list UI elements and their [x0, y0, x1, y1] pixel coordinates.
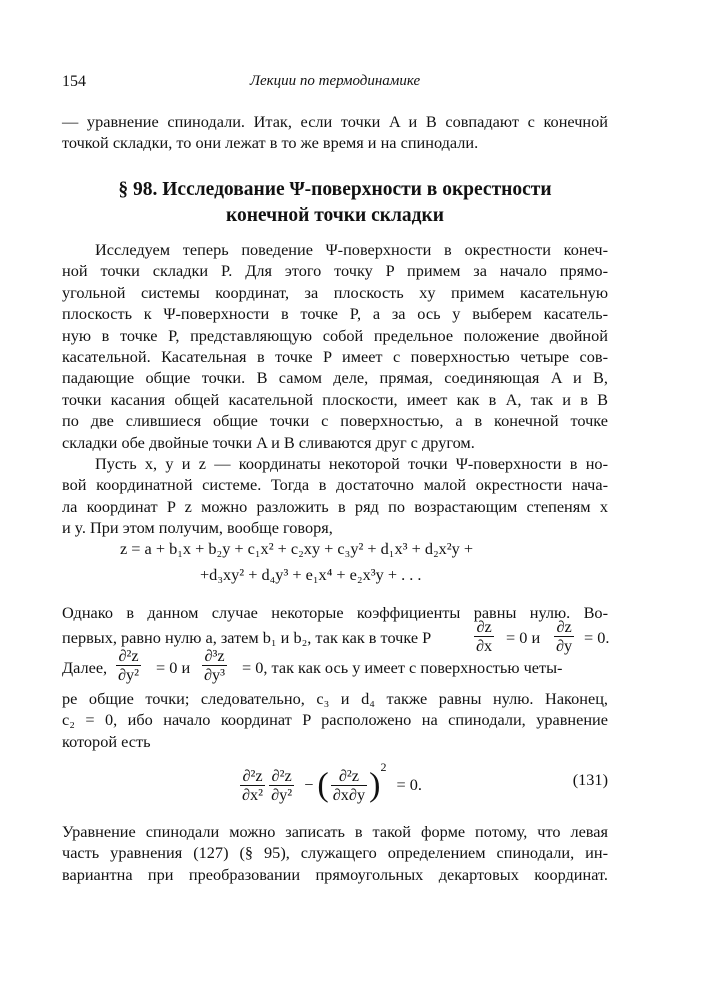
text-line: падающие общие точки. В самом деле, прямая, соединяющая A и B, [62, 368, 608, 388]
series-line-1: z = a + b₁x + b₂y + c₁x² + c₂xy + c₃y² + d₁x³ + d₂x²y + [120, 539, 474, 558]
text-line: и y. При этом получим, вообще говоря, [62, 518, 333, 538]
paragraph-4 [62, 821, 608, 885]
right-paren: ) [369, 766, 381, 804]
equation-rhs: = 0. [396, 775, 422, 795]
denominator: ∂x² [242, 784, 264, 804]
text-fragment: = 0 и [506, 628, 541, 647]
denominator: ∂x∂y [332, 784, 366, 804]
fraction-d2z-dy2 [269, 767, 294, 804]
numerator: ∂²z [116, 647, 141, 666]
text-line: по две слившиеся общие точки с поверхностью, а в конечной точке [62, 411, 608, 431]
text-line: вой координатной системе. Тогда в достаточно малой окрестности нача- [62, 475, 608, 495]
fraction-d3z-dy3 [202, 647, 227, 684]
numerator: ∂²z [331, 767, 367, 786]
left-paren: ( [317, 766, 329, 804]
section-title-line2: конечной точки складки [225, 205, 445, 226]
text-fragment: = 0, так как ось y имеет с поверхностью четы- [242, 658, 563, 677]
series-line-2: +d₃xy² + d₄y³ + e₁x⁴ + e₂x³y + . . . [200, 565, 422, 584]
equation-131 [238, 760, 422, 806]
section-title-line1: § 98. Исследование Ψ-поверхности в окрестности [118, 179, 552, 200]
text-line: ла координат P z можно разложить в ряд по возрастающим степеням x [62, 496, 608, 516]
text-line: вариантна при преобразовании прямоугольных декартовых координат. [62, 864, 608, 884]
numerator: ∂³z [202, 647, 227, 666]
paragraph-3-rest [62, 688, 608, 752]
paragraph-2 [62, 453, 608, 539]
text-line: ную в точке P, представляющую собой предельное положение двойной [62, 325, 608, 345]
text-line: Пусть x, y и z — координаты некоторой точки Ψ-поверхности в но- [95, 454, 608, 473]
text-line: часть уравнения (127) (§ 95), служащего определением спинодали, ин- [62, 843, 608, 863]
denominator: ∂y³ [204, 665, 226, 684]
text-fragment: Далее, [62, 658, 108, 677]
text-line: ре общие точки; следовательно, c₃ и d₄ также равны нулю. Наконец, [62, 689, 608, 708]
text-line: Уравнение спинодали можно записать в такой форме потому, что левая [62, 822, 608, 841]
minus-sign: − [304, 775, 314, 795]
text-line: Исследуем теперь поведение Ψ-поверхности в окрестности конеч- [95, 240, 608, 259]
fraction-d2z-dx2 [240, 767, 265, 804]
text-line: плоскость к Ψ-поверхности в точке P, а за ось y выберем касатель- [62, 304, 608, 324]
running-title: Лекции по термодинамике [249, 73, 421, 89]
numerator: ∂²z [269, 767, 294, 786]
text-line: — уравнение спинодали. Итак, если точки A и B совпадают с конечной [62, 112, 608, 131]
text-fragment: = 0 и [156, 658, 191, 677]
denominator: ∂y [556, 636, 573, 655]
intro-paragraph [62, 111, 608, 154]
numerator: ∂²z [240, 767, 265, 786]
numerator: ∂z [554, 618, 574, 637]
exponent: 2 [380, 760, 387, 774]
page-number: 154 [62, 73, 86, 90]
text-line: c₂ = 0, ибо начало координат P расположено на спинодали, уравнение [62, 710, 608, 730]
text-line: Однако в данном случае некоторые коэффициенты равны нулю. Во- [62, 603, 608, 622]
equation-number: (131) [572, 770, 608, 789]
denominator: ∂y² [118, 665, 140, 684]
text-fragment: первых, равно нулю a, затем b₁ и b₂, так как в точке P [62, 628, 432, 647]
section-heading [62, 177, 608, 229]
text-fragment: = 0. [584, 628, 610, 647]
denominator: ∂y² [271, 784, 293, 804]
fraction-d2z-dxdy [331, 767, 367, 804]
text-line: которой есть [62, 731, 151, 751]
text-line: касательной. Касательная в точке P имеет с поверхностью четыре сов- [62, 347, 608, 367]
text-line: складки обе двойные точки A и B сливаются друг с другом. [62, 432, 475, 452]
fraction-d2z-dy2 [116, 647, 141, 684]
numerator: ∂z [474, 618, 494, 637]
paragraph-1 [62, 239, 608, 453]
denominator: ∂x [476, 636, 493, 655]
page-header [62, 73, 608, 95]
paragraph-3-line-3 [62, 645, 608, 689]
text-line: ной точки складки P. Для этого точку P примем за начало прямо- [62, 261, 608, 281]
text-line: угольной системы координат, за плоскость xy примем касательную [62, 282, 608, 302]
text-line: точки касания общей касательной плоскости, имеет как в A, так и в B [62, 389, 608, 409]
text-line: точкой складки, то они лежат в то же время и на спинодали. [62, 133, 479, 153]
